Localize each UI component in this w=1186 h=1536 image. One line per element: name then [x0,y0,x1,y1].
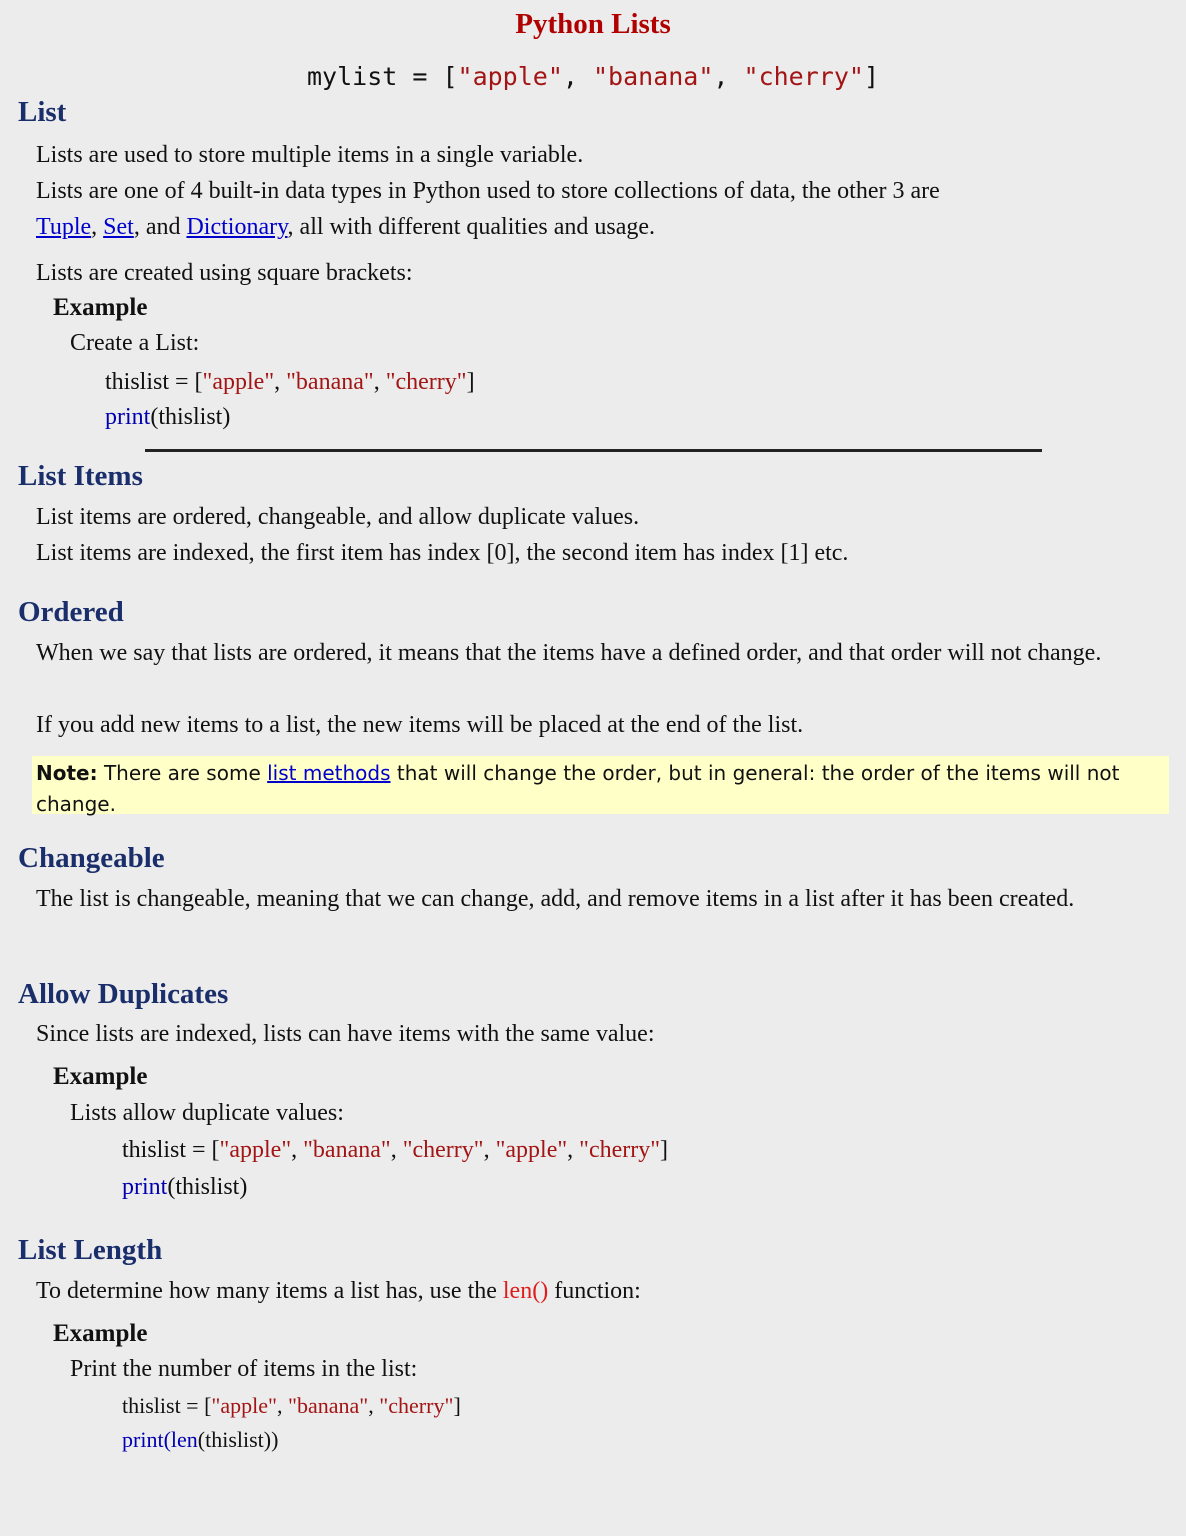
code-string: "apple" [211,1393,278,1418]
paragraph: List items are indexed, the first item has index [0], the second item has index [1] etc. [36,540,849,566]
code-line: thislist = ["apple", "banana", "cherry", "apple", "cherry"] [122,1137,669,1163]
code-string: "banana" [286,369,374,395]
code-string: "banana" [592,62,714,91]
code-function: len [170,1427,198,1452]
code-line: thislist = ["apple", "banana", "cherry"] [122,1393,461,1418]
code-text: thislist = [ [122,1393,212,1418]
heading-list: List [18,96,67,128]
code-line [105,399,230,435]
link-set[interactable]: Set [103,214,134,240]
top-code-example [0,62,1186,91]
code-string: "cherry" [743,62,864,91]
heading-ordered: Ordered [18,596,124,628]
section-divider [145,449,1042,452]
code-text: ( [163,1427,171,1452]
code-string: "cherry" [402,1137,484,1163]
code-text: ] [863,62,879,91]
code-string: "banana" [288,1393,369,1418]
code-text: thislist = [ [122,1137,220,1163]
code-function: print [105,404,151,430]
example-title: Example [53,1320,148,1347]
code-string: "cherry" [385,369,467,395]
note-text: There are some [97,761,268,785]
code-line: thislist = ["apple", "banana", "cherry"] [105,369,475,395]
code-text: mylist = [ [307,62,458,91]
code-text: thislist = [ [105,369,203,395]
code-string: "cherry" [379,1393,454,1418]
heading-changeable: Changeable [18,842,165,874]
example-title: Example [53,294,148,321]
heading-list-items: List Items [18,460,143,492]
paragraph: When we say that lists are ordered, it means that the items have a defined order, and that order will not change. [36,640,1102,666]
paragraph-text: , all with different qualities and usage. [287,214,655,240]
code-text: (thislist) [150,404,231,430]
code-line [122,1422,278,1458]
paragraph-text: To determine how many items a list has, use the [36,1278,503,1304]
code-string: "cherry" [579,1137,661,1163]
code-string: "banana" [303,1137,391,1163]
paragraph-data-types [36,173,1166,245]
paragraph: If you add new items to a list, the new items will be placed at the end of the list. [36,712,804,738]
heading-allow-duplicates: Allow Duplicates [18,978,229,1010]
example-title: Example [53,1063,148,1090]
code-string: "apple" [495,1137,568,1163]
code-function: print [122,1174,168,1200]
paragraph-text: , and [133,214,187,240]
link-list-methods[interactable]: list methods [267,761,391,785]
code-text: (thislist)) [197,1427,279,1452]
paragraph: Since lists are indexed, lists can have items with the same value: [36,1021,655,1047]
note-box [32,756,1169,814]
example-description: Create a List: [70,330,200,356]
paragraph-text: Lists are one of 4 built-in data types in Python used to store collections of data, the other 3 are [36,178,940,204]
heading-list-length: List Length [18,1234,163,1266]
inline-code-len: len() [502,1278,549,1304]
code-string: "apple" [457,62,563,91]
example-description: Print the number of items in the list: [70,1356,418,1382]
code-text: , [562,62,593,91]
code-text: (thislist) [167,1174,248,1200]
link-dictionary[interactable]: Dictionary [186,214,288,240]
code-text: , [713,62,744,91]
paragraph: The list is changeable, meaning that we can change, add, and remove items in a list after it has been created. [36,886,1075,912]
link-tuple[interactable]: Tuple [36,214,92,240]
code-line [122,1169,247,1205]
code-string: "apple" [219,1137,292,1163]
note-text: that will change the order, but in general: the order of the items will not change. [36,761,1120,816]
page-title: Python Lists [515,8,671,40]
paragraph: Lists are created using square brackets: [36,260,413,286]
paragraph: Lists are used to store multiple items in a single variable. [36,142,584,168]
paragraph-text: function: [548,1278,641,1304]
paragraph [36,1273,1166,1309]
code-function: print [122,1427,164,1452]
note-label: Note: [36,761,98,785]
paragraph: List items are ordered, changeable, and allow duplicate values. [36,504,640,530]
example-description: Lists allow duplicate values: [70,1100,344,1126]
paragraph-text: , [91,214,104,240]
code-string: "apple" [202,369,275,395]
